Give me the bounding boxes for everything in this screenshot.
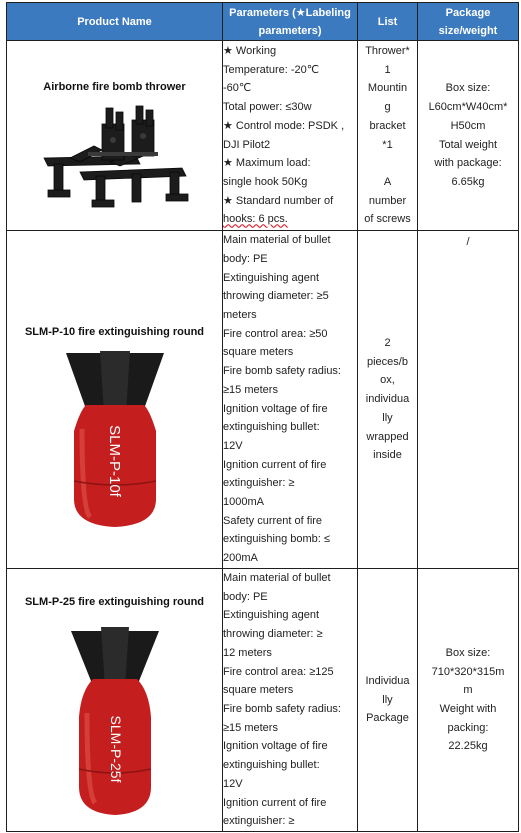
list-cell: Thrower* 1 Mountin g bracket *1 A number of screws (358, 41, 418, 231)
red-canister-image (60, 349, 170, 531)
header-package: Package size/weight (418, 3, 519, 41)
canister-label: SLM-P-25f (107, 715, 124, 783)
product-name: SLM-P-25 fire extinguishing round (24, 596, 205, 608)
package-cell: Box size: 710*320*315m m Weight with packing: 22.25kg (418, 569, 519, 832)
table-row (7, 569, 519, 832)
product-cell (7, 231, 223, 569)
product-spec-table (6, 2, 519, 832)
parameters-cell: ★ Working Temperature: -20℃ -60℃ Total power: ≤30w ★ Control mode: PSDK , DJI Pilot2 ★ Maximum load: single hook 50Kg ★ Standard number of hooks: 6 pcs. (223, 41, 358, 231)
table-row (7, 231, 519, 569)
canister-label: SLM-P-10f (105, 424, 123, 497)
product-name: SLM-P-10 fire extinguishing round (24, 325, 205, 338)
product-name: Airborne fire bomb thrower (43, 80, 186, 93)
product-cell (7, 569, 223, 832)
list-cell: Individua lly Package (358, 569, 418, 832)
list-cell: 2 pieces/b ox, individua lly wrapped inside (358, 231, 418, 569)
package-cell: / (418, 231, 519, 569)
package-cell: Box size: L60cm*W40cm* H50cm Total weight with package: 6.65kg (418, 41, 519, 231)
header-product-name: Product Name (7, 3, 223, 41)
header-parameters: Parameters (★Labeling parameters) (223, 3, 358, 41)
thrower-mount-image (40, 100, 190, 212)
parameters-cell: Main material of bullet body: PE Extinguishing agent throwing diameter: ≥5 meters Fire control area: ≥50 square meters Fire bomb safety radius: ≥15 meters Ignition voltage of fire extinguishing bullet: 12V Ignition current of fire extinguisher: ≥ 1000mA Safety current of fire extinguishing bomb: ≤ 200mA (223, 231, 358, 569)
table-header-row (7, 3, 519, 41)
header-list: List (358, 3, 418, 41)
product-cell (7, 41, 223, 231)
table-row (7, 41, 519, 231)
parameters-cell: Main material of bullet body: PE Extinguishing agent throwing diameter: ≥ 12 meters Fire control area: ≥125 square meters Fire bomb safety radius: ≥15 meters Ignition voltage of fire extinguishing bullet: 12V Ignition current of fire extinguisher: ≥ (223, 569, 358, 832)
red-canister-image (67, 617, 163, 817)
